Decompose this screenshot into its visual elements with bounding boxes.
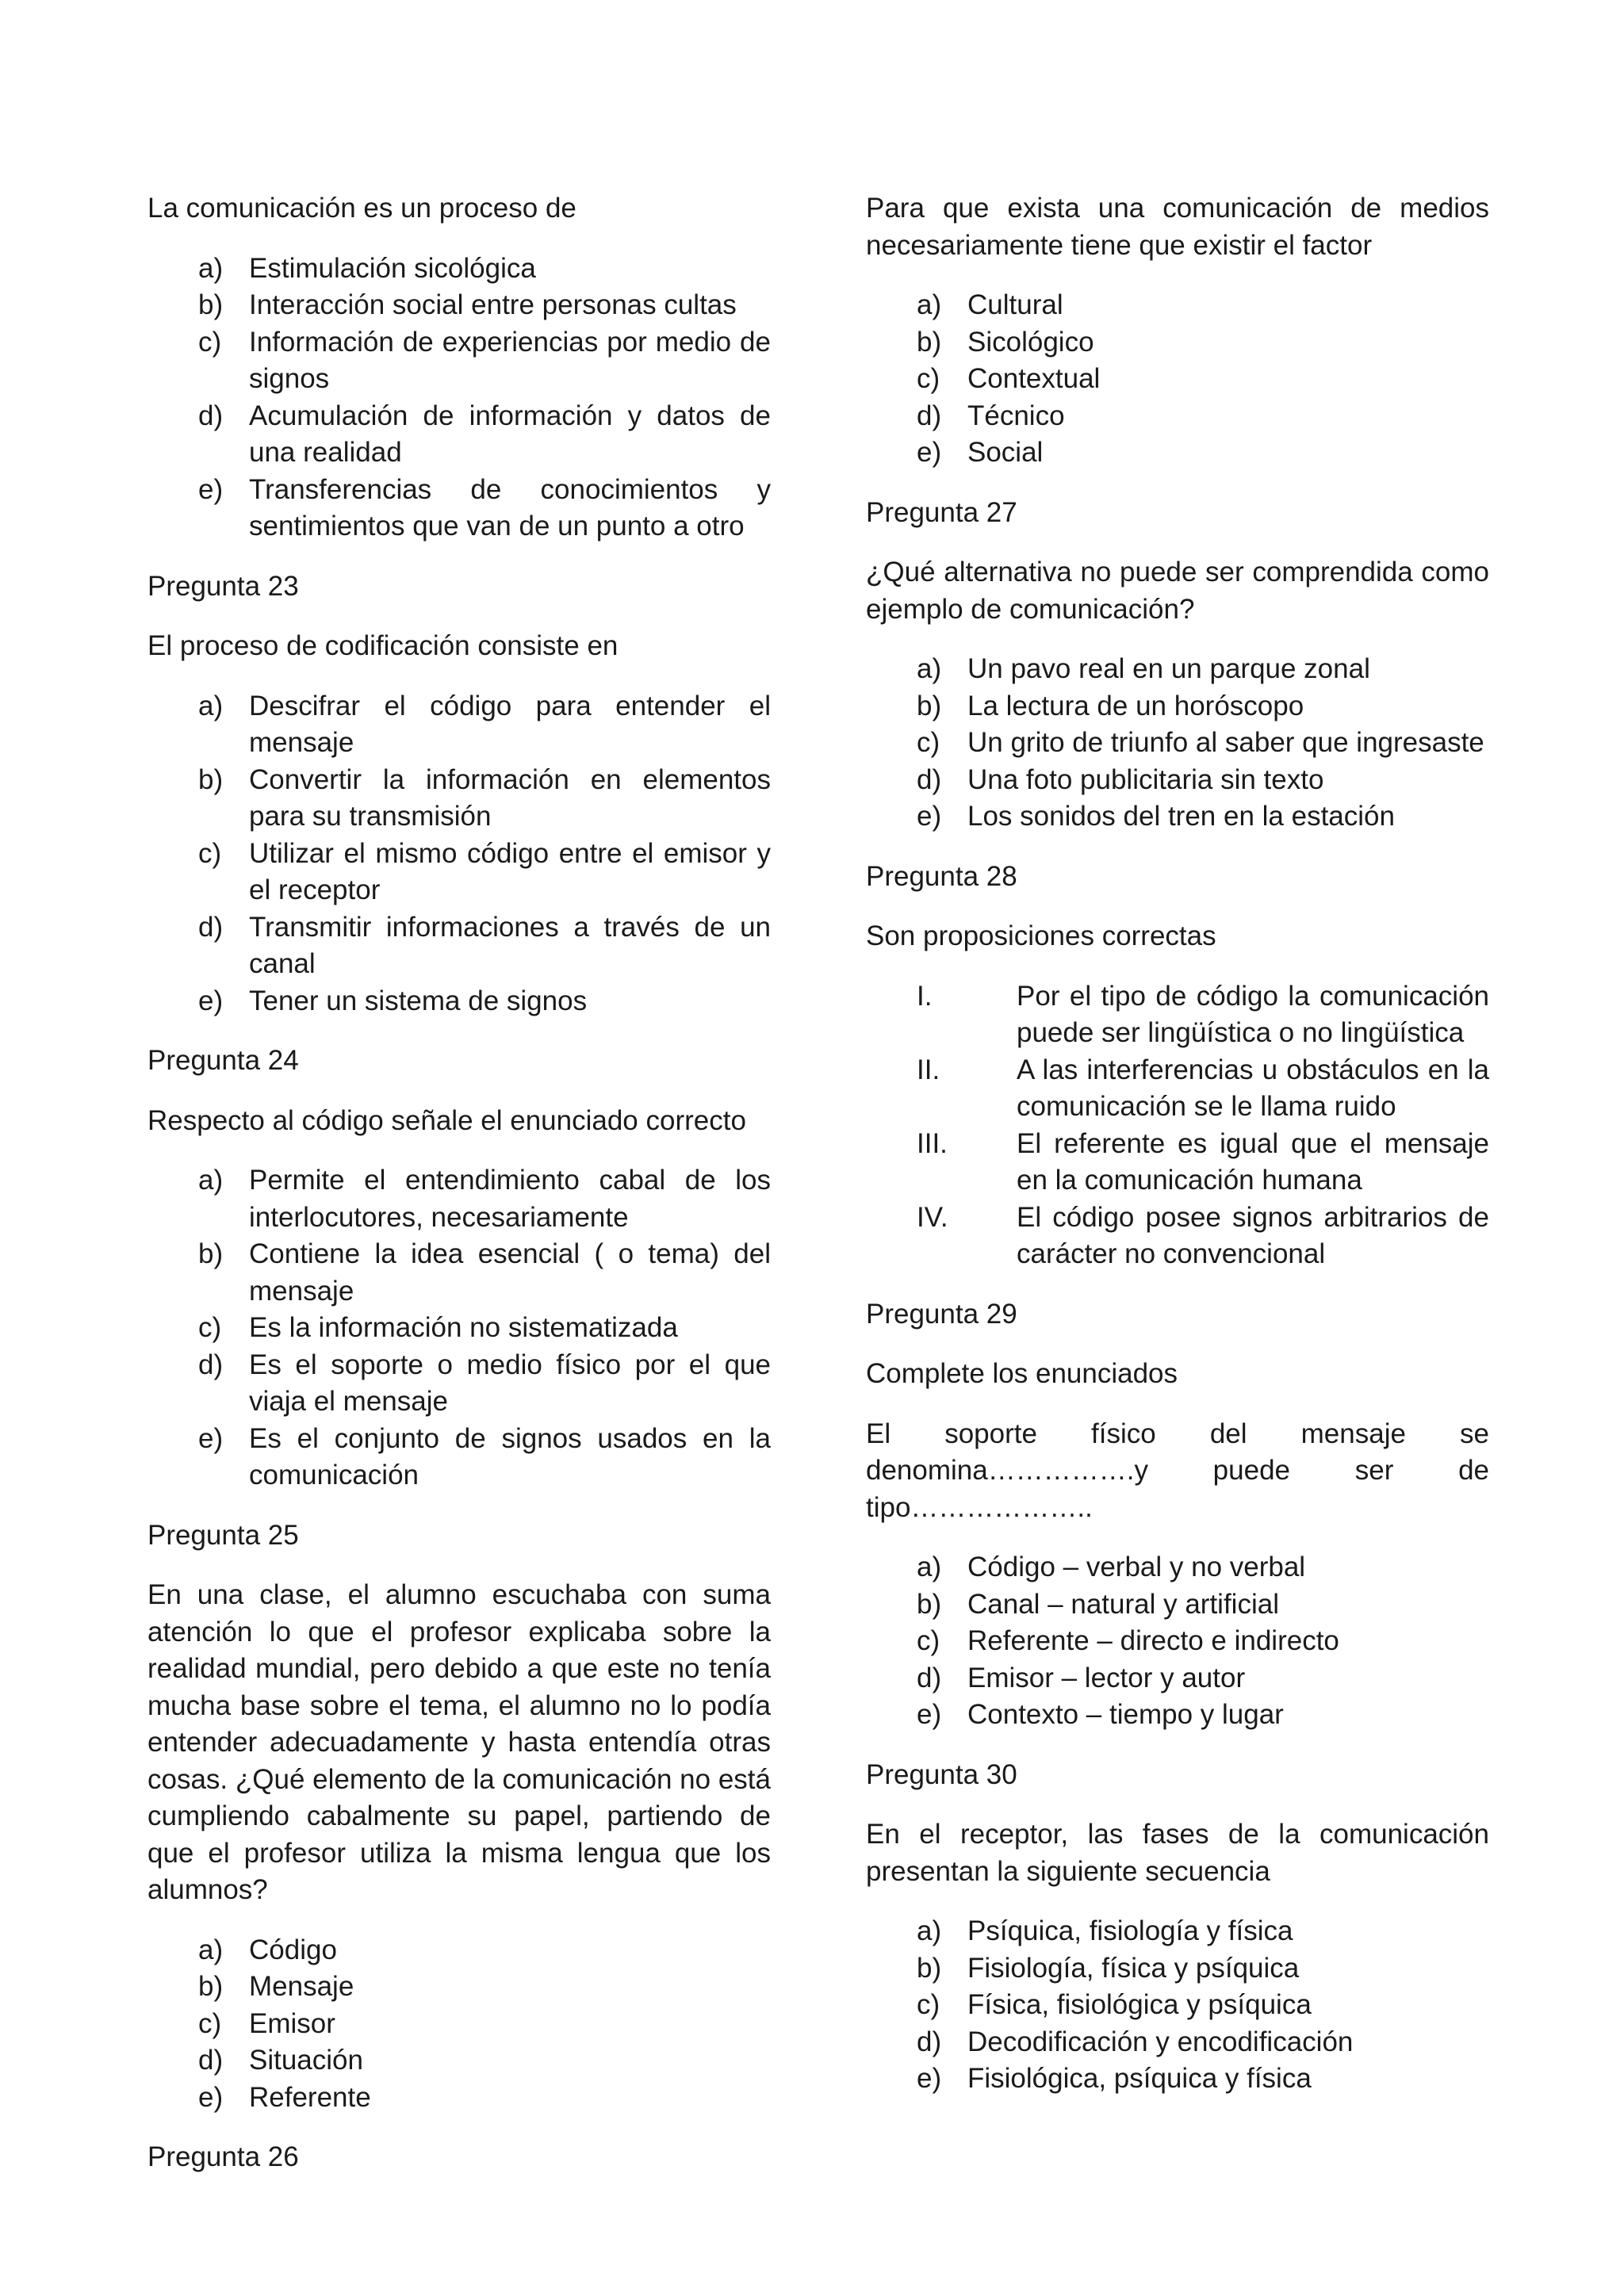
question-29-instruction: Complete los enunciados (866, 1358, 1178, 1389)
question-27-heading: Pregunta 27 (866, 496, 1017, 528)
question-23-options (147, 688, 771, 1020)
option-text: Descifrar el código para entender el mensaje (249, 690, 771, 758)
answer-option (866, 324, 1489, 362)
option-text: Mensaje (249, 1971, 354, 2002)
answer-option (147, 836, 771, 909)
question-28-heading: Pregunta 28 (866, 860, 1017, 892)
option-text: Referente (249, 2081, 371, 2113)
question-28-stem: Son proposiciones correctas (866, 920, 1216, 951)
option-marker: e) (917, 1699, 942, 1730)
answer-option (147, 1236, 771, 1310)
answer-option (866, 434, 1489, 472)
option-marker: c) (917, 363, 940, 394)
answer-option (147, 909, 771, 983)
option-marker: c) (198, 837, 222, 869)
answer-option (866, 1126, 1489, 1200)
answer-option (866, 1586, 1489, 1624)
answer-option (147, 1310, 771, 1347)
option-text: Un pavo real en un parque zonal (967, 653, 1370, 684)
option-text: Por el tipo de código la comunicación puede ser lingüística o no lingüística (1017, 980, 1489, 1048)
question-30-options (866, 1913, 1489, 2098)
option-text: Utilizar el mismo código entre el emisor y el receptor (249, 837, 771, 905)
option-marker: c) (917, 1989, 940, 2020)
question-23-stem: El proceso de codificación consiste en (147, 630, 619, 661)
option-text: Decodificación y encodificación (967, 2026, 1354, 2057)
option-marker: d) (917, 400, 942, 431)
question-24-options (147, 1162, 771, 1494)
answer-option (147, 251, 771, 288)
answer-option (866, 398, 1489, 435)
answer-option (866, 2061, 1489, 2098)
answer-option (866, 651, 1489, 688)
question-26-heading: Pregunta 26 (147, 2141, 299, 2172)
option-marker: b) (198, 1238, 224, 1269)
option-marker: e) (917, 2063, 942, 2094)
answer-option (147, 688, 771, 762)
answer-option (147, 2006, 771, 2043)
answer-option (866, 1549, 1489, 1586)
option-text: Es el conjunto de signos usados en la comunicación (249, 1422, 771, 1490)
option-marker: d) (198, 400, 224, 431)
option-marker: c) (917, 727, 940, 758)
option-text: Información de experiencias por medio de signos (249, 326, 771, 394)
option-text: Emisor (249, 2007, 335, 2039)
option-text: Situación (249, 2045, 363, 2076)
answer-option (866, 1913, 1489, 1950)
option-text: Es la información no sistematizada (249, 1312, 678, 1343)
answer-option (147, 2042, 771, 2080)
option-text: Permite el entendimiento cabal de los interlocutores, necesariamente (249, 1165, 771, 1233)
option-marker: a) (198, 690, 224, 721)
answer-option (147, 762, 771, 836)
answer-option (147, 324, 771, 398)
answer-option (866, 1697, 1489, 1734)
option-marker: e) (917, 801, 942, 832)
question-25-stem: En una clase, el alumno escuchaba con suma atención lo que el profesor explicaba sobre la realidad mundial, pero debido a que este no tenía mucha base sobre el tema, el alumno no lo podía entender adecuadamente y hasta entendía otras cosas. ¿Qué elemento de la comunicación no está cumpliendo cabalmente su papel, partiendo de que el profesor utiliza la misma lengua que los alumnos? (147, 1579, 771, 1905)
answer-option (866, 1052, 1489, 1126)
option-marker: a) (917, 289, 942, 320)
answer-option (866, 1950, 1489, 1988)
option-marker: c) (198, 1312, 222, 1343)
answer-option (147, 398, 771, 472)
question-26-options (866, 287, 1489, 472)
answer-option (147, 1421, 771, 1494)
option-marker: a) (198, 1165, 224, 1196)
option-marker: e) (198, 1422, 224, 1454)
option-text: Convertir la información en elementos para su transmisión (249, 763, 771, 832)
option-marker: e) (198, 985, 224, 1016)
answer-option (866, 2024, 1489, 2061)
option-marker: b) (917, 1588, 942, 1620)
question-23-heading: Pregunta 23 (147, 570, 299, 602)
option-marker: d) (917, 763, 942, 795)
answer-option (147, 1162, 771, 1236)
option-text: Una foto publicitaria sin texto (967, 763, 1324, 795)
option-text: Tener un sistema de signos (249, 985, 588, 1016)
option-marker: a) (917, 653, 942, 684)
answer-option (147, 472, 771, 545)
option-marker: I. (917, 980, 933, 1012)
question-27-stem: ¿Qué alternativa no puede ser comprendida como ejemplo de comunicación? (866, 557, 1489, 625)
question-24-stem: Respecto al código señale el enunciado correcto (147, 1104, 746, 1136)
question-24-heading: Pregunta 24 (147, 1045, 299, 1076)
answer-option (866, 1623, 1489, 1660)
option-text: Contexto – tiempo y lugar (967, 1699, 1284, 1730)
option-text: Referente – directo e indirecto (967, 1625, 1339, 1656)
answer-option (866, 1987, 1489, 2024)
answer-option (147, 1932, 771, 1969)
option-text: Cultural (967, 289, 1063, 320)
option-marker: a) (198, 252, 224, 284)
answer-option (866, 361, 1489, 398)
answer-option (866, 1660, 1489, 1697)
option-text: Fisiología, física y psíquica (967, 1952, 1300, 1984)
answer-option (866, 978, 1489, 1052)
right-column (866, 190, 1489, 2121)
option-text: Interacción social entre personas cultas (249, 289, 737, 320)
option-text: El código posee signos arbitrarios de carácter no convencional (1017, 1201, 1489, 1269)
question-25-heading: Pregunta 25 (147, 1519, 299, 1551)
option-text: Acumulación de información y datos de una realidad (249, 400, 771, 468)
question-27-options (866, 651, 1489, 836)
question-28-propositions (866, 978, 1489, 1273)
answer-option (147, 1347, 771, 1421)
option-marker: d) (917, 1662, 942, 1693)
answer-option (147, 983, 771, 1020)
question-25-options (147, 1932, 771, 2117)
option-text: El referente es igual que el mensaje en la comunicación humana (1017, 1127, 1489, 1196)
answer-option (866, 725, 1489, 762)
option-marker: b) (917, 1952, 942, 1984)
option-text: Contiene la idea esencial ( o tema) del mensaje (249, 1238, 771, 1307)
option-text: Fisiológica, psíquica y física (967, 2063, 1312, 2094)
option-marker: d) (198, 911, 224, 943)
option-marker: c) (917, 1625, 940, 1656)
option-text: Transmitir informaciones a través de un canal (249, 911, 771, 979)
option-text: Social (967, 437, 1044, 468)
option-marker: III. (917, 1127, 948, 1159)
option-marker: d) (198, 1349, 224, 1380)
option-marker: a) (917, 1915, 942, 1946)
option-text: A las interferencias u obstáculos en la comunicación se le llama ruido (1017, 1054, 1489, 1122)
option-marker: b) (198, 763, 224, 795)
question-22-stem: La comunicación es un proceso de (147, 193, 576, 224)
option-marker: c) (198, 2007, 222, 2039)
answer-option (147, 1969, 771, 2006)
answer-option (866, 798, 1489, 836)
option-marker: e) (917, 437, 942, 468)
option-text: Los sonidos del tren en la estación (967, 801, 1395, 832)
option-marker: c) (198, 326, 222, 358)
option-text: Física, fisiológica y psíquica (967, 1989, 1312, 2020)
left-column (147, 190, 771, 2199)
question-30-heading: Pregunta 30 (866, 1758, 1017, 1790)
answer-option (866, 762, 1489, 799)
question-29-heading: Pregunta 29 (866, 1298, 1017, 1330)
option-marker: a) (198, 1934, 224, 1965)
option-text: Un grito de triunfo al saber que ingresaste (967, 727, 1484, 758)
option-marker: b) (198, 289, 224, 320)
question-22-options (147, 251, 771, 545)
option-text: Estimulación sicológica (249, 252, 536, 284)
answer-option (866, 287, 1489, 324)
answer-option (866, 1200, 1489, 1273)
option-marker: b) (917, 690, 942, 721)
question-29-options (866, 1549, 1489, 1734)
answer-option (147, 2080, 771, 2117)
option-text: Código (249, 1934, 337, 1965)
option-text: Transferencias de conocimientos y sentimientos que van de un punto a otro (249, 473, 771, 541)
option-text: Sicológico (967, 326, 1094, 358)
option-marker: II. (917, 1054, 940, 1085)
option-marker: b) (198, 1971, 224, 2002)
question-26-stem: Para que exista una comunicación de medios necesariamente tiene que existir el factor (866, 193, 1489, 261)
option-marker: e) (198, 473, 224, 505)
answer-option (866, 688, 1489, 725)
option-text: Código – verbal y no verbal (967, 1552, 1306, 1582)
option-marker: d) (917, 2026, 942, 2057)
question-30-stem: En el receptor, las fases de la comunicación presentan la siguiente secuencia (866, 1819, 1489, 1887)
question-29-stem: El soporte físico del mensaje se denomina…………….y puede ser de tipo……………….. (866, 1418, 1489, 1523)
answer-option (147, 287, 771, 324)
option-text: Psíquica, fisiología y física (967, 1915, 1293, 1946)
option-marker: a) (917, 1552, 942, 1582)
option-marker: IV. (917, 1201, 948, 1233)
option-marker: d) (198, 2045, 224, 2076)
option-marker: e) (198, 2081, 224, 2113)
option-text: Emisor – lector y autor (967, 1662, 1246, 1693)
option-text: La lectura de un horóscopo (967, 690, 1304, 721)
option-text: Canal – natural y artificial (967, 1588, 1279, 1620)
option-text: Es el soporte o medio físico por el que viaja el mensaje (249, 1349, 771, 1417)
option-text: Contextual (967, 363, 1101, 394)
option-marker: b) (917, 326, 942, 358)
option-text: Técnico (967, 400, 1065, 431)
